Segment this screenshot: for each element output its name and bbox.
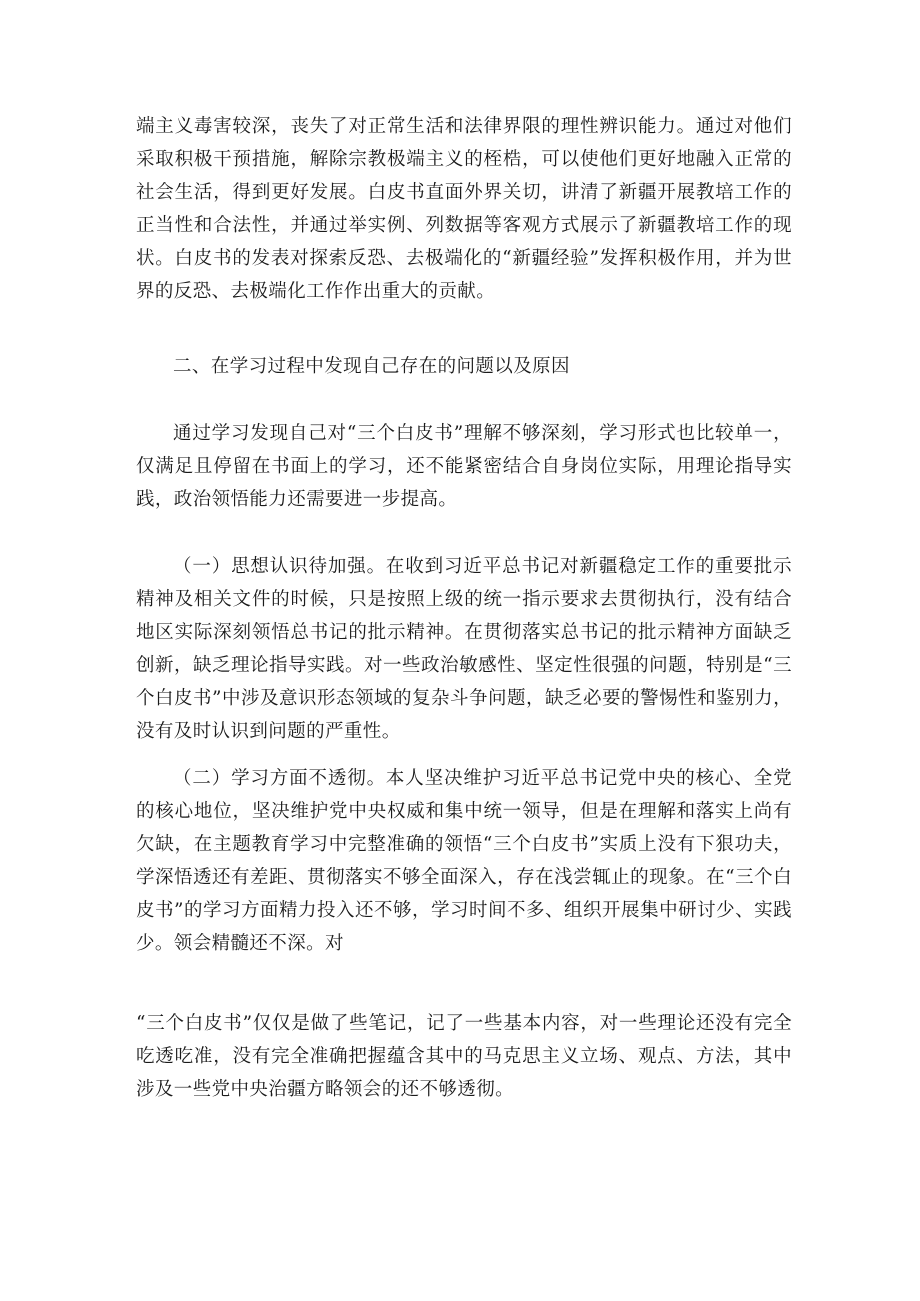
- paragraph-continuation: 端主义毒害较深，丧失了对正常生活和法律界限的理性辨识能力。通过对他们采取积极干预措施，解除宗教极端主义的桎梏，可以使他们更好地融入正常的社会生活，得到更好发展。白皮书直面外界关切，讲清了新疆开展教培工作的正当性和合法性，并通过举实例、列数据等客观方式展示了新疆教培工作的现状。白皮书的发表对探索反恐、去极端化的“新疆经验”发挥积极作用，并为世界的反恐、去极端化工作作出重大的贡献。: [136, 116, 792, 302]
- section-heading: 二、在学习过程中发现自己存在的问题以及原因: [173, 356, 570, 377]
- paragraph-point-two-continued: “三个白皮书”仅仅是做了些笔记，记了一些基本内容，对一些理论还没有完全吃透吃准，没有完全准确把握蕴含其中的马克思主义立场、观点、方法，其中涉及一些党中央治疆方略领会的还不够透彻。: [136, 1013, 792, 1100]
- paragraph-point-two: （二）学习方面不透彻。本人坚决维护习近平总书记党中央的核心、全党的核心地位，坚决维护党中央权威和集中统一领导，但是在理解和落实上尚有欠缺，在主题教育学习中完整准确的领悟“三个白皮书”实质上没有下狠功夫，学深悟透还有差距、贯彻落实不够全面深入，存在浅尝辄止的现象。在“三个白皮书”的学习方面精力投入还不够，学习时间不多、组织开展集中研讨少、实践少。领会精髓还不深。对: [136, 768, 792, 954]
- paragraph-intro: 通过学习发现自己对“三个白皮书”理解不够深刻，学习形式也比较单一，仅满足且停留在书面上的学习，还不能紧密结合自身岗位实际，用理论指导实践，政治领悟能力还需要进一步提高。: [136, 423, 792, 510]
- paragraph-point-one: （一）思想认识待加强。在收到习近平总书记对新疆稳定工作的重要批示精神及相关文件的时候，只是按照上级的统一指示要求去贯彻执行，没有结合地区实际深刻领悟总书记的批示精神。在贯彻落实总书记的批示精神方面缺乏创新，缺乏理论指导实践。对一些政治敏感性、坚定性很强的问题，特别是“三个白皮书”中涉及意识形态领域的复杂斗争问题，缺乏必要的警惕性和鉴别力，没有及时认识到问题的严重性。: [136, 556, 792, 742]
